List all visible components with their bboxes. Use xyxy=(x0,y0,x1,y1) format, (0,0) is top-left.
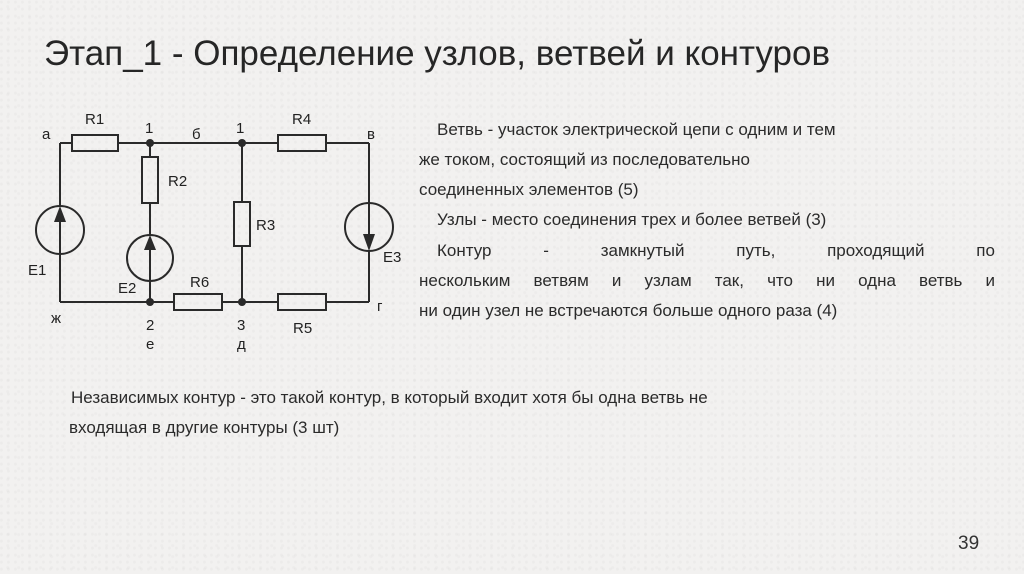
label-e3: E3 xyxy=(383,249,402,266)
resistor-r4 xyxy=(278,135,326,151)
word: замкнутый xyxy=(600,241,685,260)
independent-line-1: Независимых контур - это такой контур, в который входит хотя бы одна ветвь не xyxy=(71,388,708,407)
node-label-a: а xyxy=(42,126,51,143)
word: - xyxy=(543,241,549,260)
word: Контур xyxy=(437,241,492,260)
nodes-line: Узлы - место соединения трех и более ветвей (3) xyxy=(437,210,827,229)
node-label-d: д xyxy=(237,336,246,353)
word: ветвям xyxy=(533,271,589,290)
word: и xyxy=(611,271,622,290)
junction-dot xyxy=(238,139,246,147)
circuit-diagram xyxy=(0,0,420,360)
contour-line-2 xyxy=(419,266,995,296)
node-label-1-left: 1 xyxy=(145,120,154,137)
label-r6: R6 xyxy=(190,274,210,291)
word: что xyxy=(767,271,793,290)
word: нескольким xyxy=(419,271,511,290)
branch-line-3: соединенных элементов (5) xyxy=(419,180,639,199)
node-label-v: в xyxy=(367,126,375,143)
contour-definition xyxy=(419,236,995,326)
node-label-e: е xyxy=(146,336,155,353)
word: по xyxy=(976,241,995,260)
slide-title: Этап_1 - Определение узлов, ветвей и контуров xyxy=(44,34,831,73)
label-r5: R5 xyxy=(293,320,313,337)
branch-definition xyxy=(419,115,991,205)
arrow-up-icon xyxy=(144,235,156,250)
label-r3: R3 xyxy=(256,217,276,234)
word: и xyxy=(985,271,995,290)
label-r1: R1 xyxy=(85,111,105,128)
junction-dot xyxy=(146,298,154,306)
page-number: 39 xyxy=(958,533,980,554)
node-label-g: г xyxy=(377,298,383,315)
node-label-2: 2 xyxy=(146,317,155,334)
node-label-b: б xyxy=(192,126,201,143)
contour-line-3: ни один узел не встречаются больше одного раза (4) xyxy=(419,301,838,320)
label-e2: E2 xyxy=(118,280,137,297)
word: одна xyxy=(858,271,896,290)
word: ветвь xyxy=(919,271,963,290)
node-label-3: 3 xyxy=(237,317,246,334)
branch-line-1: Ветвь - участок электрической цепи с одним и тем xyxy=(437,120,836,139)
label-r2: R2 xyxy=(168,173,188,190)
junction-dot xyxy=(238,298,246,306)
node-label-zh: ж xyxy=(51,310,62,327)
independent-contour-definition xyxy=(71,383,708,443)
word: ни xyxy=(816,271,835,290)
arrow-down-icon xyxy=(363,234,375,251)
branch-line-2: же током, состоящий из последовательно xyxy=(419,150,750,169)
label-e1: E1 xyxy=(28,262,47,279)
junction-dot xyxy=(146,139,154,147)
resistor-r3 xyxy=(234,202,250,246)
label-r4: R4 xyxy=(292,111,312,128)
resistor-r2 xyxy=(142,157,158,203)
resistor-r5 xyxy=(278,294,326,310)
resistor-r1 xyxy=(72,135,118,151)
nodes-definition xyxy=(437,205,826,235)
word: так, xyxy=(714,271,744,290)
word: проходящий xyxy=(827,241,925,260)
contour-line-1 xyxy=(419,236,995,266)
resistor-r6 xyxy=(174,294,222,310)
node-label-1-right: 1 xyxy=(236,120,245,137)
word: узлам xyxy=(644,271,692,290)
word: путь, xyxy=(736,241,776,260)
independent-line-2: входящая в другие контуры (3 шт) xyxy=(69,418,340,437)
arrow-up-icon xyxy=(54,206,66,222)
